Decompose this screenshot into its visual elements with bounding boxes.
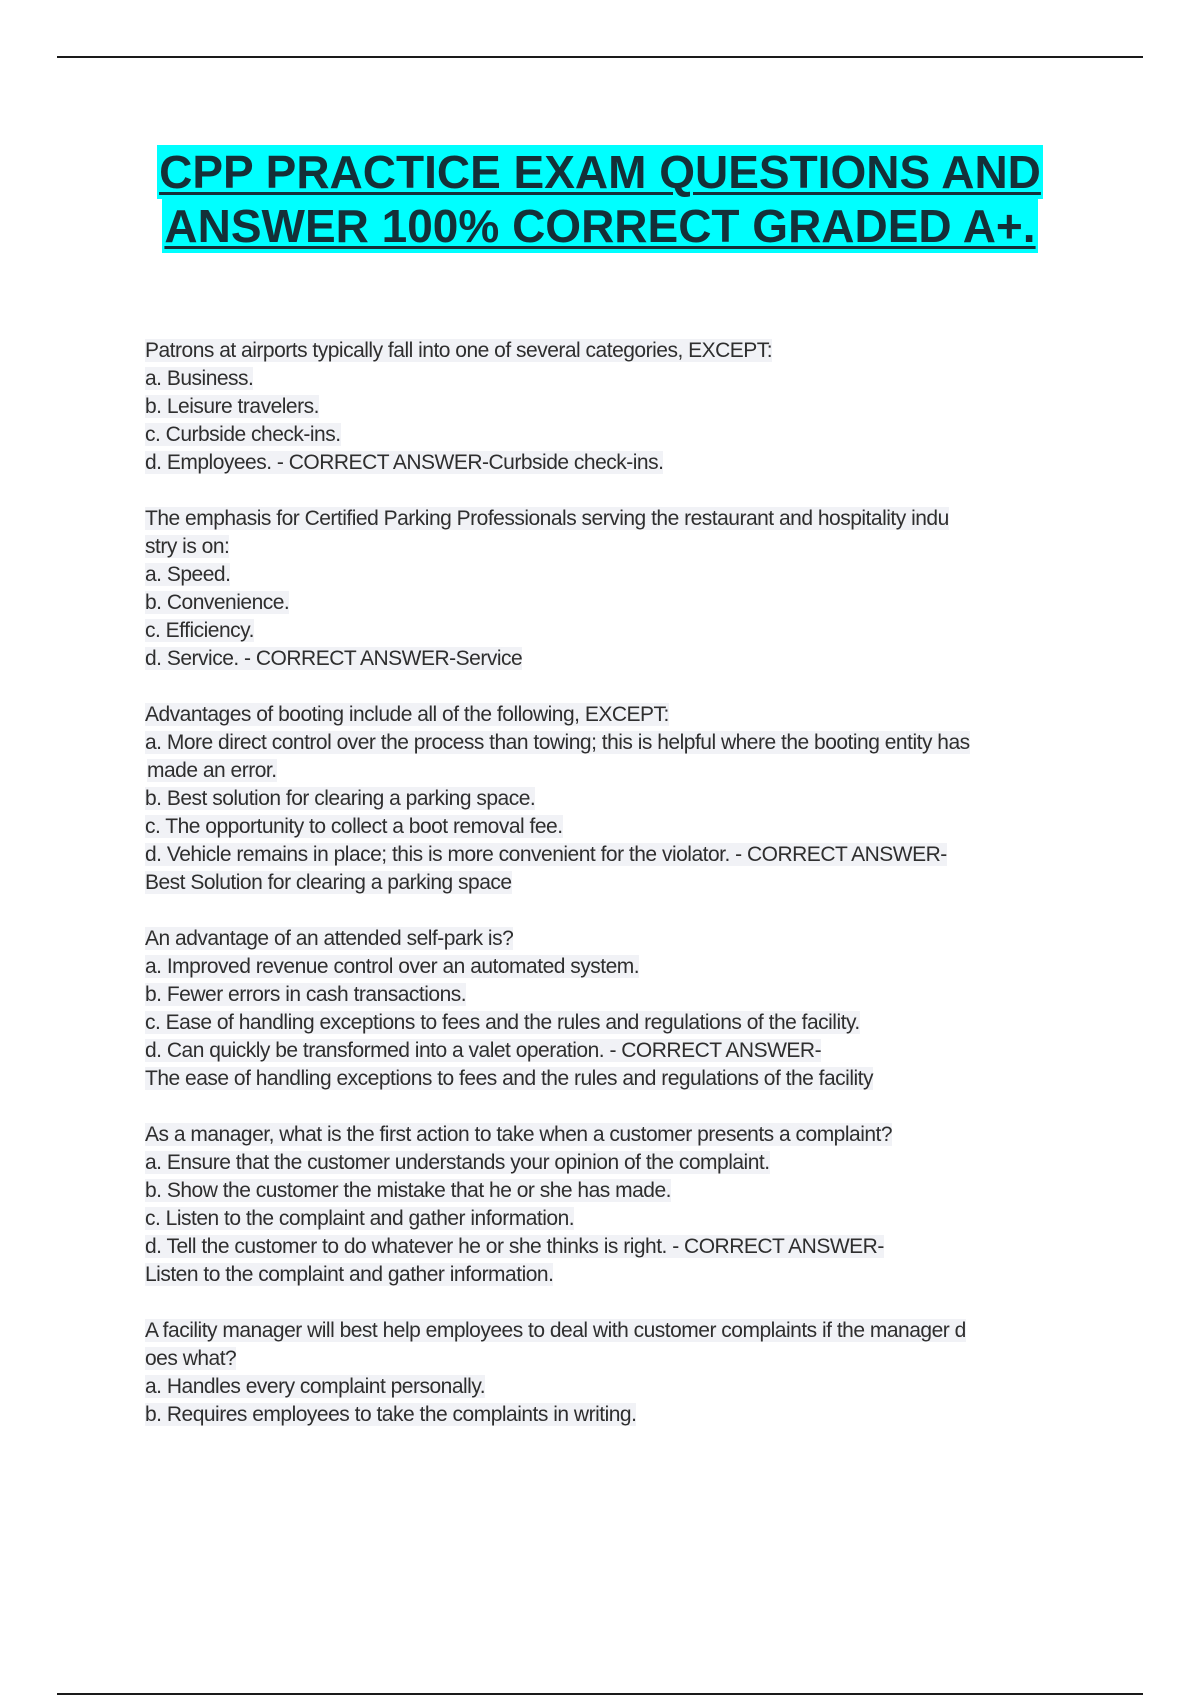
answer-option: b. Fewer errors in cash transactions. [145,983,467,1006]
answer-option: a. Ensure that the customer understands your opinion of the complaint. [145,1151,770,1174]
question-text: A facility manager will best help employees to deal with customer complaints if the manager d [145,1319,966,1342]
answer-option: b. Convenience. [145,591,290,614]
answer-option: c. Efficiency. [145,619,254,642]
question-text: An advantage of an attended self-park is? [145,927,514,950]
answer-option-with-correct-answer: d. Can quickly be transformed into a valet operation. - CORRECT ANSWER- [145,1039,822,1062]
answer-option: a. Improved revenue control over an automated system. [145,955,640,978]
question-text: The emphasis for Certified Parking Professionals serving the restaurant and hospitality indu [145,507,949,530]
answer-option: c. Ease of handling exceptions to fees and the rules and regulations of the facility. [145,1011,860,1034]
document-title [0,145,1200,253]
question-block [145,701,1085,897]
question-text: Patrons at airports typically fall into one of several categories, EXCEPT: [145,339,773,362]
top-rule [57,56,1143,58]
correct-answer: Best Solution for clearing a parking space [145,871,512,894]
question-text: As a manager, what is the first action to take when a customer presents a complaint? [145,1123,893,1146]
answer-option: b. Leisure travelers. [145,395,319,418]
answer-option-with-correct-answer: d. Tell the customer to do whatever he or she thinks is right. - CORRECT ANSWER- [145,1235,884,1258]
answer-option: b. Requires employees to take the complaints in writing. [145,1403,637,1426]
answer-option: a. More direct control over the process than towing; this is helpful where the booting entity has [145,731,970,754]
question-text: Advantages of booting include all of the following, EXCEPT: [145,703,669,726]
question-block [145,505,1085,673]
answer-option: a. Speed. [145,563,231,586]
answer-option-with-correct-answer: d. Vehicle remains in place; this is more convenient for the violator. - CORRECT ANSWER- [145,843,947,866]
answer-option: c. Curbside check-ins. [145,423,341,446]
answer-option: a. Business. [145,367,254,390]
answer-option: a. Handles every complaint personally. [145,1375,486,1398]
questions-content [145,337,1085,1457]
answer-option: made an error. [147,759,277,782]
question-block [145,1317,1085,1429]
question-text: stry is on: [145,535,230,558]
question-block [145,1121,1085,1289]
title-line-1: CPP PRACTICE EXAM QUESTIONS AND [159,146,1041,198]
answer-option: b. Show the customer the mistake that he or she has made. [145,1179,671,1202]
title-line-2: ANSWER 100% CORRECT GRADED A+. [164,200,1036,252]
correct-answer: The ease of handling exceptions to fees and the rules and regulations of the facility [145,1067,873,1090]
answer-option: b. Best solution for clearing a parking space. [145,787,536,810]
bottom-rule [57,1693,1143,1695]
answer-option: c. The opportunity to collect a boot removal fee. [145,815,563,838]
answer-option-with-correct-answer: d. Service. - CORRECT ANSWER-Service [145,647,523,670]
correct-answer: Listen to the complaint and gather information. [145,1263,554,1286]
answer-option: c. Listen to the complaint and gather information. [145,1207,575,1230]
answer-option-with-correct-answer: d. Employees. - CORRECT ANSWER-Curbside check-ins. [145,451,664,474]
question-block [145,337,1085,477]
question-block [145,925,1085,1093]
question-text: oes what? [145,1347,237,1370]
